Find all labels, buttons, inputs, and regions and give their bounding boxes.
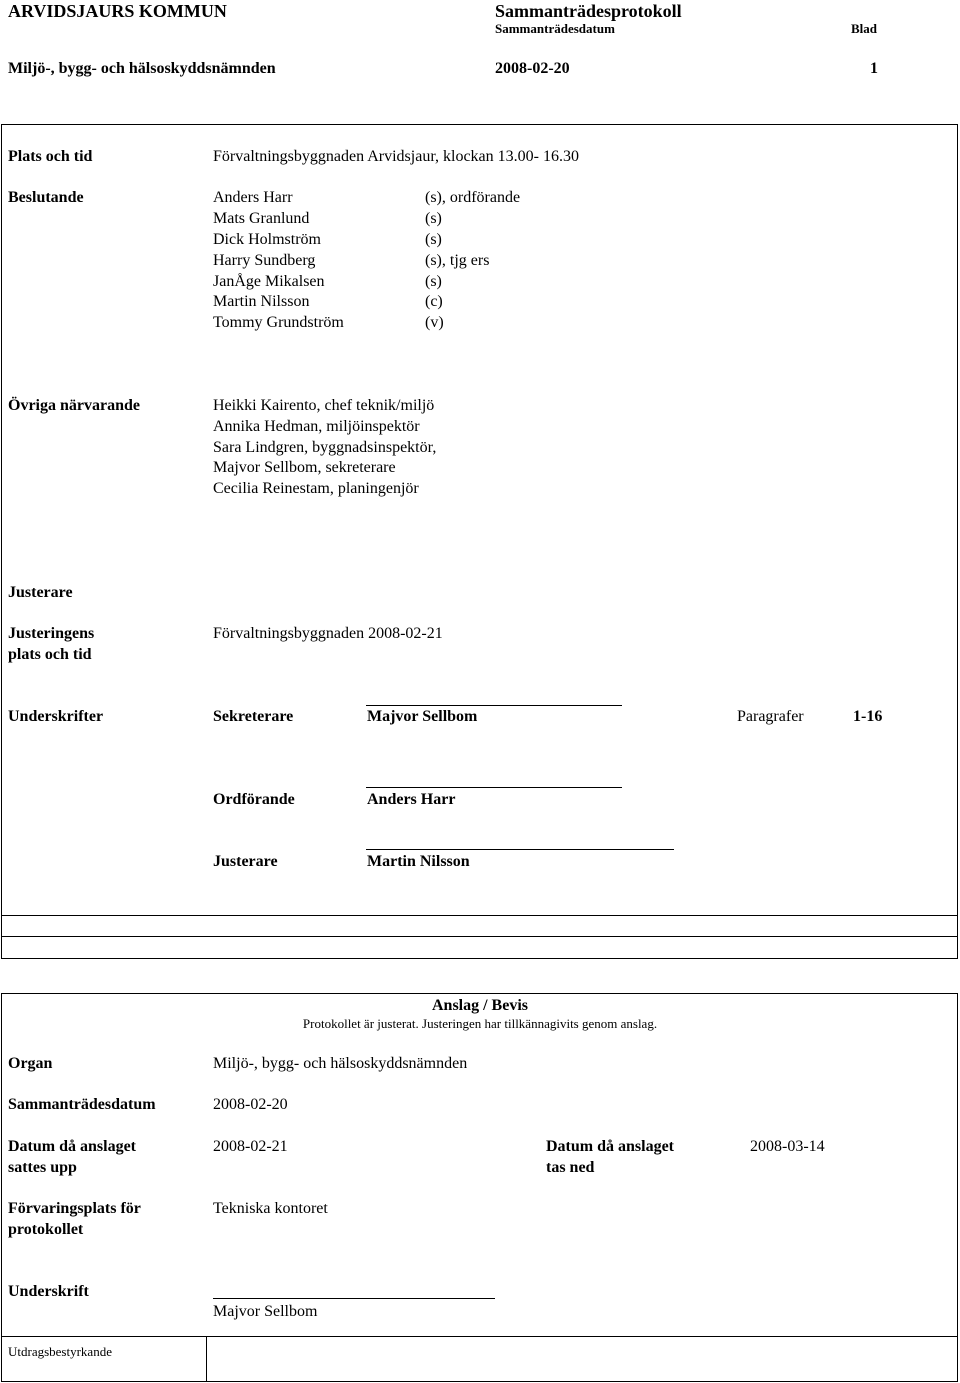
removed-value: 2008-03-14 [750, 1138, 825, 1155]
deciding-name: JanÅge Mikalsen [213, 273, 325, 290]
adjusters-label: Justerare [8, 584, 73, 601]
deciding-role: (s), ordförande [425, 189, 521, 206]
deciding-role: (s) [425, 231, 442, 248]
document-type: Sammanträdesprotokoll [495, 1, 682, 21]
separator-strip [1, 915, 958, 959]
posted-label: Datum då anslaget [8, 1138, 137, 1155]
notice-meeting-date-value: 2008-02-20 [213, 1096, 288, 1113]
storage-label: Förvaringsplats för [8, 1200, 141, 1217]
others-item: Sara Lindgren, byggnadsinspektör, [213, 439, 437, 456]
removed-label: Datum då anslaget [546, 1138, 675, 1155]
deciding-role: (v) [425, 314, 444, 331]
organ-value: Miljö-, bygg- och hälsoskyddsnämnden [213, 1055, 468, 1072]
certified-column-divider [206, 1336, 207, 1382]
notice-signature-line [213, 1298, 495, 1299]
organ-label: Organ [8, 1055, 53, 1072]
deciding-name: Tommy Grundström [213, 314, 344, 331]
committee-name: Miljö-, bygg- och hälsoskyddsnämnden [8, 60, 276, 77]
removed-label-2: tas ned [546, 1159, 595, 1176]
deciding-name: Harry Sundberg [213, 252, 316, 269]
chair-label: Ordförande [213, 791, 295, 808]
deciding-name: Martin Nilsson [213, 293, 310, 310]
adjuster-label: Justerare [213, 853, 278, 870]
notice-frame [1, 993, 958, 1382]
posted-label-2: sattes upp [8, 1159, 77, 1176]
others-item: Annika Hedman, miljöinspektör [213, 418, 420, 435]
notice-subtitle: Protokollet är justerat. Justeringen har tillkännagivits genom anslag. [302, 1016, 658, 1031]
secretary-label: Sekreterare [213, 708, 294, 725]
page-label: Blad [851, 21, 878, 36]
protocol-frame [1, 124, 958, 916]
notice-meeting-date-label: Sammanträdesdatum [8, 1096, 156, 1113]
meeting-date-label: Sammanträdesdatum [495, 21, 615, 36]
signature-name: Majvor Sellbom [213, 1303, 318, 1320]
paragraphs-value: 1-16 [853, 708, 883, 725]
separator-divider [1, 936, 958, 937]
place-value: Förvaltningsbyggnaden Arvidsjaur, klockan 13.00- 16.30 [213, 148, 579, 165]
deciding-name: Mats Granlund [213, 210, 310, 227]
place-label: Plats och tid [8, 148, 93, 165]
meeting-date: 2008-02-20 [495, 60, 570, 77]
deciding-role: (s), tjg ers [425, 252, 490, 269]
others-item: Heikki Kairento, chef teknik/miljö [213, 397, 435, 414]
certified-label: Utdragsbestyrkande [8, 1344, 112, 1359]
deciding-role: (s) [425, 273, 442, 290]
adjuster-signature-line [366, 849, 674, 850]
posted-value: 2008-02-21 [213, 1138, 288, 1155]
signatures-label: Underskrifter [8, 708, 104, 725]
chair-name: Anders Harr [367, 791, 456, 808]
certified-divider [1, 1336, 958, 1337]
signature-label: Underskrift [8, 1283, 89, 1300]
adjuster-name: Martin Nilsson [367, 853, 470, 870]
paragraphs-label: Paragrafer [737, 708, 804, 725]
chair-signature-line [366, 787, 622, 788]
deciding-name: Anders Harr [213, 189, 293, 206]
deciding-label: Beslutande [8, 189, 84, 206]
deciding-role: (c) [425, 293, 443, 310]
notice-title: Anslag / Bevis [431, 997, 528, 1014]
adjust-place-label-2: plats och tid [8, 646, 92, 663]
municipality-name: ARVIDSJAURS KOMMUN [8, 1, 227, 21]
deciding-role: (s) [425, 210, 442, 227]
page-number: 1 [870, 60, 878, 77]
adjust-place-value: Förvaltningsbyggnaden 2008-02-21 [213, 625, 443, 642]
others-item: Majvor Sellbom, sekreterare [213, 459, 396, 476]
storage-value: Tekniska kontoret [213, 1200, 328, 1217]
adjust-place-label: Justeringens [8, 625, 95, 642]
others-label: Övriga närvarande [8, 397, 140, 414]
storage-label-2: protokollet [8, 1221, 84, 1238]
deciding-name: Dick Holmström [213, 231, 321, 248]
others-item: Cecilia Reinestam, planingenjör [213, 480, 419, 497]
secretary-name: Majvor Sellbom [367, 708, 478, 725]
